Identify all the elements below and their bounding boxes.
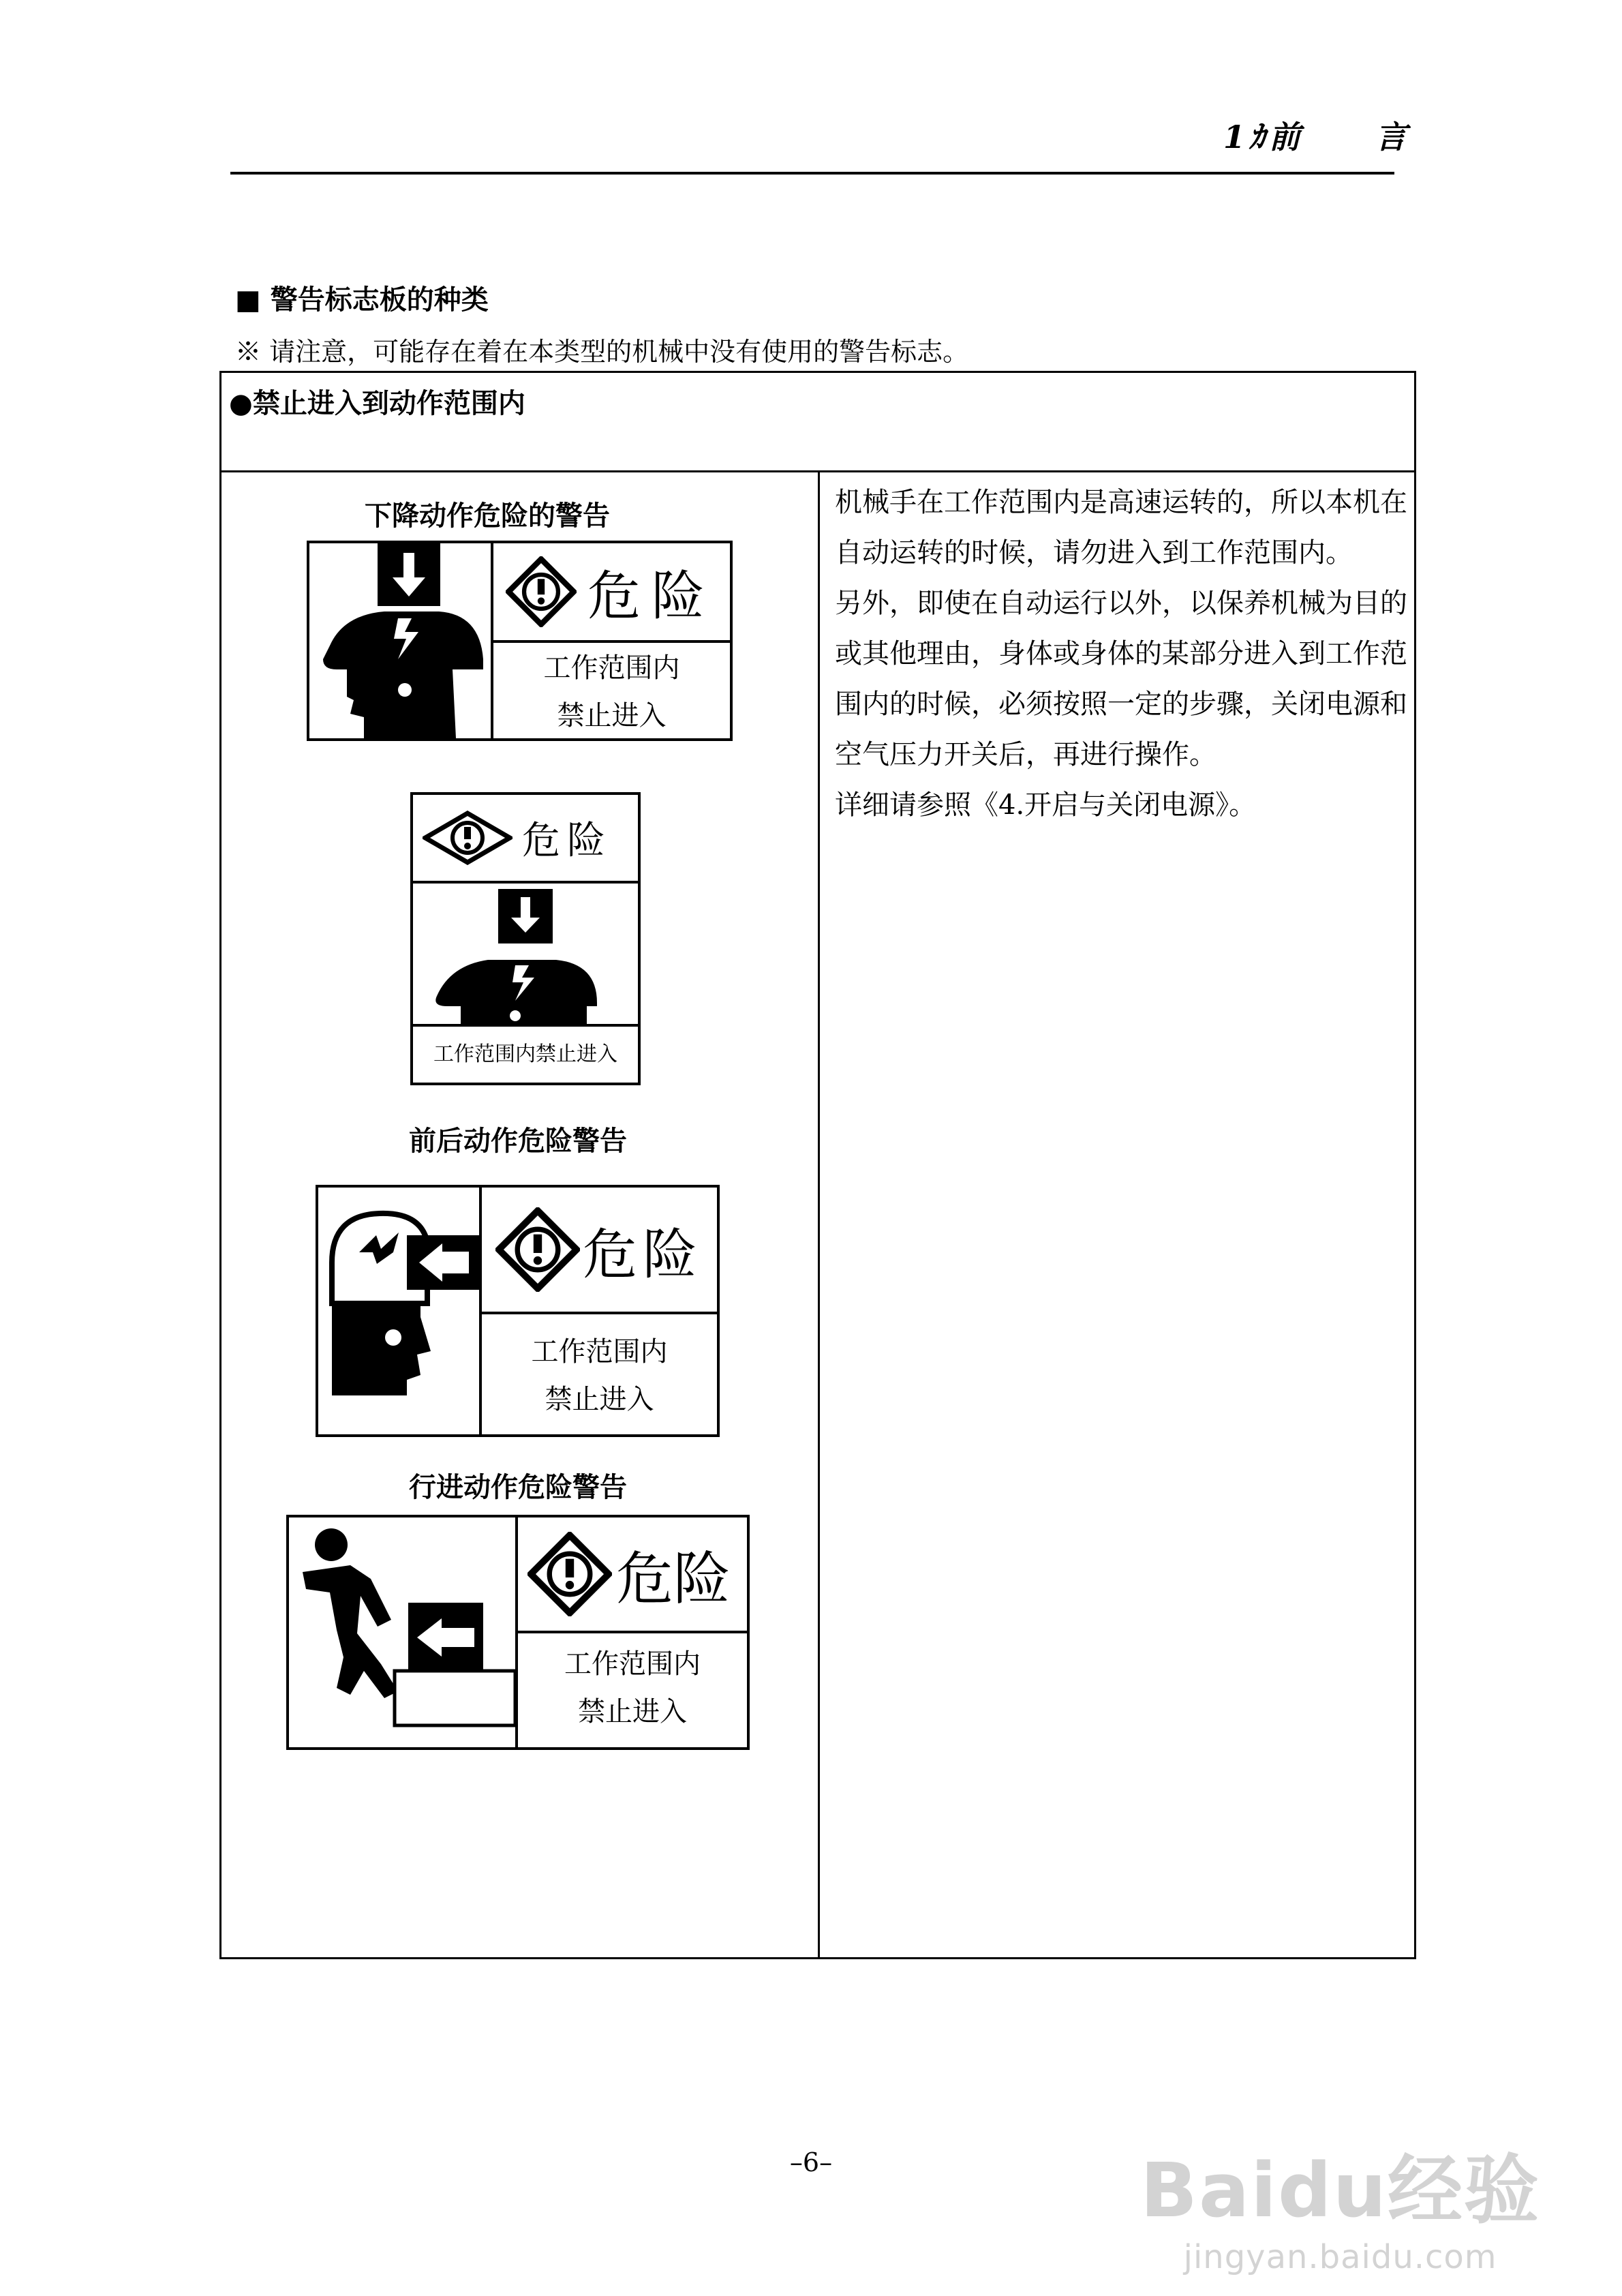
description-text xyxy=(835,477,1407,830)
section-title: ■ 警告标志板的种类 xyxy=(235,284,489,316)
sign-travel xyxy=(286,1515,750,1750)
danger-header xyxy=(518,1517,747,1633)
sign-lowering-horizontal xyxy=(307,541,733,741)
caption-travel-warning: 行进动作危险警告 xyxy=(409,1472,627,1503)
warning-line-2: 禁止进入 xyxy=(545,1384,654,1415)
header-rule xyxy=(230,172,1394,175)
falling-object-helmet-icon xyxy=(309,543,493,738)
table-row-header: ●禁止进入到动作范围内 xyxy=(229,388,525,419)
danger-header xyxy=(493,543,730,643)
falling-object-helmet-icon xyxy=(413,883,638,1027)
exclamation-diamond-icon xyxy=(495,1207,580,1292)
danger-label: 危险 xyxy=(587,566,716,627)
horizontal-hit-helmet-icon xyxy=(318,1188,482,1434)
warning-text xyxy=(482,1314,717,1434)
danger-header xyxy=(482,1188,717,1314)
warning-line-1: 工作范围内 xyxy=(564,1648,701,1680)
exclamation-diamond-icon xyxy=(527,1532,612,1616)
exclamation-diamond-icon xyxy=(423,811,512,865)
danger-header xyxy=(413,795,638,883)
warning-line-1: 工作范围内 xyxy=(543,652,680,684)
danger-label: 危险 xyxy=(522,819,612,863)
caption-frontback-warning: 前后动作危险警告 xyxy=(409,1126,627,1157)
description-paragraph-2: 另外，即使在自动运行以外，以保养机械为目的或其他理由，身体或身体的某部分进入到工作范围内的时候，必须按照一定的步骤，关闭电源和空气压力开关后，再进行操作。 xyxy=(835,588,1407,770)
section-note: ※ 请注意，可能存在着在本类型的机械中没有使用的警告标志。 xyxy=(235,337,969,367)
danger-label: 危险 xyxy=(583,1222,703,1286)
table-column-divider xyxy=(818,470,820,1959)
chapter-header: 1ｶ前 言 xyxy=(1223,119,1411,155)
sign-lowering-vertical xyxy=(410,792,641,1085)
description-paragraph-1: 机械手在工作范围内是高速运转的，所以本机在自动运转的时候，请勿进入到工作范围内。 xyxy=(835,487,1407,569)
sign-frontback xyxy=(316,1185,720,1437)
warning-text xyxy=(518,1633,747,1747)
warning-line-2: 禁止进入 xyxy=(557,700,667,731)
description-paragraph-3: 详细请参照《4.开启与关闭电源》。 xyxy=(835,789,1257,821)
warning-line-1: 工作范围内 xyxy=(531,1336,668,1368)
warning-line-2: 禁止进入 xyxy=(578,1696,687,1727)
warning-text-combined: 工作范围内禁止进入 xyxy=(433,1042,617,1066)
watermark-url: jingyan.baidu.com xyxy=(1183,2238,1497,2276)
caption-lowering-warning: 下降动作危险的警告 xyxy=(365,500,610,532)
page-number: –6– xyxy=(789,2147,833,2177)
danger-label: 危险 xyxy=(616,1545,731,1612)
exclamation-diamond-icon xyxy=(506,556,577,627)
person-hit-by-moving-block-icon xyxy=(289,1517,518,1747)
warning-text xyxy=(493,643,730,738)
baidu-watermark xyxy=(1140,2130,1540,2276)
watermark-brand: Baidu经验 xyxy=(1140,2147,1540,2234)
